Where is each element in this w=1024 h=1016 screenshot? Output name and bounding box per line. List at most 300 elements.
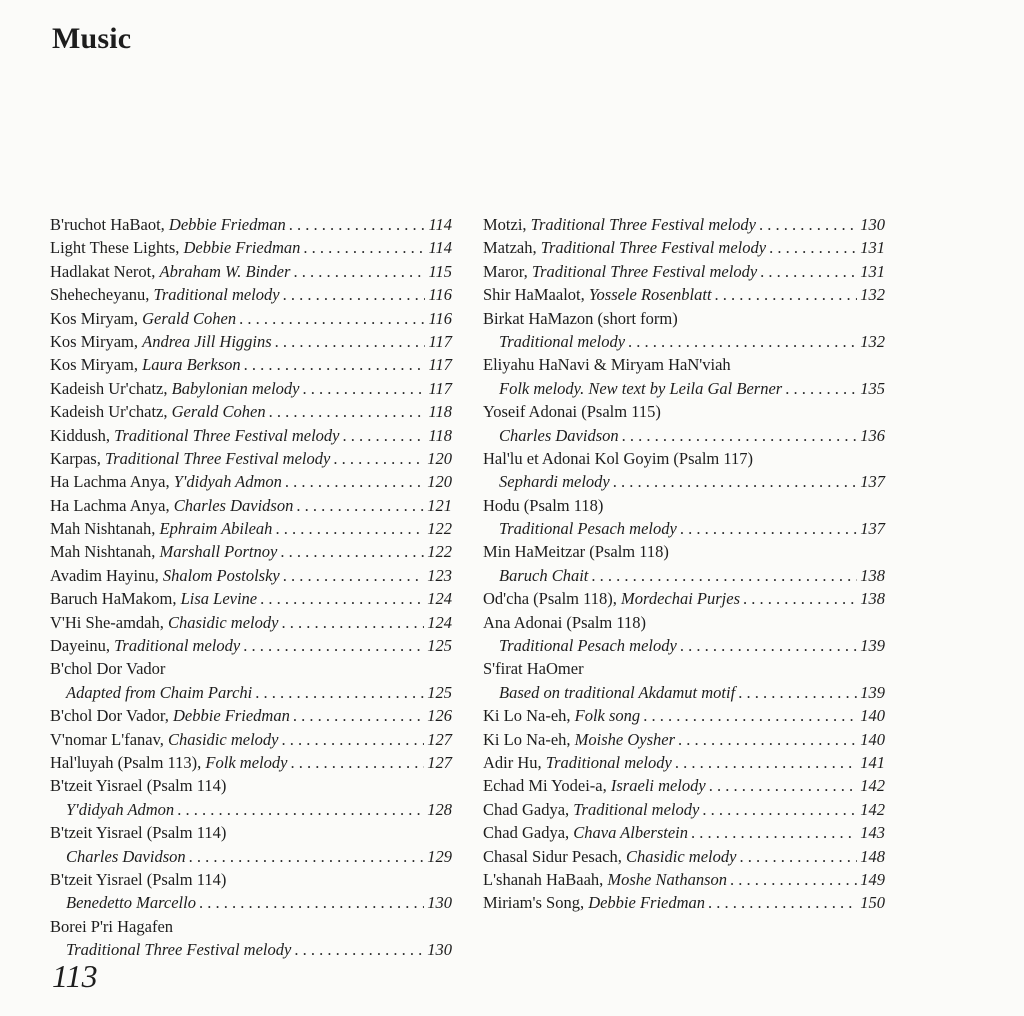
song-title: Matzah, (483, 238, 541, 258)
toc-entry-title (50, 564, 280, 587)
dot-leader (738, 681, 857, 704)
composer-credit: Moishe Oysher (574, 729, 675, 749)
toc-entry-title (50, 728, 279, 751)
dot-leader (709, 774, 858, 797)
toc-left-column (50, 213, 452, 962)
toc-entry-title (50, 821, 226, 844)
composer-credit: Charles Davidson (66, 846, 186, 866)
composer-credit: Israeli melody (610, 776, 706, 796)
toc-entry (483, 868, 885, 891)
toc-entry (483, 517, 885, 540)
toc-entry (483, 728, 885, 751)
toc-entry (50, 283, 452, 306)
toc-entry (50, 447, 452, 470)
toc-page-number: 118 (428, 425, 452, 445)
composer-credit: Adapted from Chaim Parchi (66, 682, 253, 702)
toc-entry-title (50, 868, 226, 891)
toc-page-number: 116 (428, 308, 452, 328)
toc-page-number: 125 (427, 636, 452, 656)
dot-leader (260, 587, 424, 610)
song-title: Dayeinu, (50, 636, 115, 656)
composer-credit: Folk song (574, 706, 641, 726)
composer-credit: Chasidic melody (168, 729, 279, 749)
song-title: Yoseif Adonai (Psalm 115) (483, 402, 661, 422)
toc-page-number: 137 (860, 472, 885, 492)
dot-leader (275, 517, 424, 540)
song-title: B'tzeit Yisrael (Psalm 114) (50, 776, 227, 796)
dot-leader (290, 751, 424, 774)
toc-entry (483, 587, 885, 610)
toc-entry-title (483, 774, 706, 797)
toc-entry (483, 798, 885, 821)
composer-credit: Benedetto Marcello (66, 893, 196, 913)
toc-entry-title (483, 751, 672, 774)
composer-credit: Traditional Three Festival melody (104, 448, 331, 468)
dot-leader (239, 307, 425, 330)
toc-entry (50, 260, 452, 283)
dot-leader (282, 728, 425, 751)
dot-leader (643, 704, 857, 727)
toc-entry-title (50, 353, 241, 376)
song-title: Od'cha (Psalm 118), (483, 589, 622, 609)
song-title: Borei P'ri Hagafen (50, 916, 174, 936)
composer-credit: Chasidic melody (168, 612, 279, 632)
song-title: Kadeish Ur'chatz, (50, 402, 172, 422)
toc-entry-title (50, 751, 287, 774)
song-title: Kos Miryam, (50, 355, 143, 375)
toc-entry (483, 540, 885, 563)
toc-page-number: 142 (860, 776, 885, 796)
song-title: Ha Lachma Anya, (50, 472, 174, 492)
song-title: Avadim Hayinu, (50, 565, 163, 585)
song-title: Chasal Sidur Pesach, (483, 846, 626, 866)
toc-entry-title (50, 400, 266, 423)
toc-entry-title (483, 540, 669, 563)
toc-entry (50, 213, 452, 236)
dot-leader (294, 938, 424, 961)
song-title: Kiddush, (50, 425, 115, 445)
composer-credit: Marshall Portnoy (159, 542, 278, 562)
toc-entry-title (483, 353, 731, 376)
toc-page-number: 142 (860, 799, 885, 819)
dot-leader (177, 798, 424, 821)
toc-entry (50, 611, 452, 634)
toc-entry (50, 657, 452, 680)
composer-credit: Shalom Postolsky (162, 565, 280, 585)
composer-credit: Mordechai Purjes (621, 589, 741, 609)
toc-page-number: 132 (860, 285, 885, 305)
song-title: Mah Nishtanah, (50, 542, 160, 562)
toc-entry-title (50, 447, 330, 470)
song-title: V'Hi She-amdah, (50, 612, 168, 632)
toc-page-number: 123 (427, 565, 452, 585)
song-title: S'firat HaOmer (483, 659, 584, 679)
toc-entry-title (483, 213, 756, 236)
toc-entry-title (483, 307, 678, 330)
toc-entry (483, 213, 885, 236)
toc-entry (50, 540, 452, 563)
toc-entry-title (483, 283, 712, 306)
toc-page-number: 140 (860, 706, 885, 726)
toc-entry (50, 587, 452, 610)
toc-entry (50, 774, 452, 797)
dot-leader (680, 634, 857, 657)
toc-entry-title (483, 400, 661, 423)
toc-entry-title (499, 517, 677, 540)
toc-page-number: 124 (427, 589, 452, 609)
toc-entry (50, 681, 452, 704)
toc-entry (50, 891, 452, 914)
toc-entry (483, 494, 885, 517)
toc-entry (483, 774, 885, 797)
toc-entry-title (483, 704, 640, 727)
toc-page-number: 127 (427, 752, 452, 772)
dot-leader (275, 330, 426, 353)
composer-credit: Abraham W. Binder (159, 261, 291, 281)
toc-entry (483, 424, 885, 447)
dot-leader (680, 517, 857, 540)
toc-entry-title (499, 377, 782, 400)
toc-page-number: 130 (427, 893, 452, 913)
composer-credit: Traditional Three Festival melody (114, 425, 340, 445)
toc-page-number: 139 (860, 682, 885, 702)
song-title: B'chol Dor Vador (50, 659, 166, 679)
dot-leader (302, 377, 425, 400)
dot-leader (296, 494, 424, 517)
toc-page-number: 122 (427, 519, 452, 539)
toc-entry (50, 353, 452, 376)
toc-entry-title (483, 657, 584, 680)
toc-entry-title (50, 330, 272, 353)
song-title: Kos Miryam, (50, 331, 143, 351)
toc-entry (50, 704, 452, 727)
song-title: Kadeish Ur'chatz, (50, 378, 172, 398)
dot-leader (678, 728, 857, 751)
composer-credit: Laura Berkson (142, 355, 241, 375)
toc-entry-title (50, 213, 286, 236)
toc-entry-title (50, 657, 165, 680)
toc-entry (483, 447, 885, 470)
toc-entry (50, 938, 452, 961)
toc-entry (483, 236, 885, 259)
song-title: Baruch HaMakom, (50, 589, 181, 609)
composer-credit: Sephardi melody (499, 472, 610, 492)
toc-entry-title (483, 611, 646, 634)
toc-page-number: 141 (860, 752, 885, 772)
toc-entry-title (50, 470, 282, 493)
page-title: Music (52, 22, 132, 55)
toc-page-number: 149 (860, 869, 885, 889)
toc-entry (483, 470, 885, 493)
toc-entry (50, 377, 452, 400)
dot-leader (289, 213, 426, 236)
toc-page-number: 136 (860, 425, 885, 445)
dot-leader (613, 470, 858, 493)
toc-entry (50, 634, 452, 657)
toc-page-number: 131 (860, 261, 885, 281)
dot-leader (283, 283, 426, 306)
toc-entry (50, 307, 452, 330)
dot-leader (293, 704, 424, 727)
toc-entry (483, 611, 885, 634)
toc-entry-title (483, 260, 757, 283)
dot-leader (759, 213, 857, 236)
composer-credit: Traditional melody (114, 636, 241, 656)
composer-credit: Moshe Nathanson (607, 869, 728, 889)
toc-entry (50, 400, 452, 423)
song-title: Adir Hu, (483, 752, 546, 772)
dot-leader (199, 891, 424, 914)
toc-entry (483, 400, 885, 423)
dot-leader (333, 447, 424, 470)
toc-entry (483, 330, 885, 353)
composer-credit: Traditional Three Festival melody (531, 261, 758, 281)
toc-entry-title (50, 377, 299, 400)
song-title: Chad Gadya, (483, 799, 574, 819)
composer-credit: Gerald Cohen (171, 402, 266, 422)
toc-entry (50, 728, 452, 751)
toc-page-number: 140 (860, 729, 885, 749)
toc-entry (50, 845, 452, 868)
composer-credit: Traditional melody (573, 799, 700, 819)
song-title: Hal'luyah (Psalm 113), (50, 752, 206, 772)
toc-entry (483, 283, 885, 306)
composer-credit: Based on traditional Akdamut motif (499, 682, 736, 702)
toc-entry-title (483, 798, 699, 821)
toc-page-number: 135 (860, 378, 885, 398)
dot-leader (628, 330, 857, 353)
toc-page-number: 114 (428, 238, 452, 258)
composer-credit: Charles Davidson (499, 425, 619, 445)
toc-entry (483, 353, 885, 376)
song-title: Shir HaMaalot, (483, 285, 589, 305)
toc-entry-title (66, 798, 174, 821)
song-title: Maror, (483, 261, 532, 281)
toc-page-number: 129 (427, 846, 452, 866)
toc-page-number: 122 (427, 542, 452, 562)
composer-credit: Folk melody. New text by Leila Gal Berner (499, 378, 783, 398)
toc-right-column (483, 213, 885, 915)
toc-entry-title (483, 728, 675, 751)
song-title: B'ruchot HaBaot, (50, 215, 169, 234)
song-title: Eliyahu HaNavi & Miryam HaN'viah (483, 355, 731, 375)
composer-credit: Chasidic melody (625, 846, 737, 866)
toc-entry-title (50, 587, 257, 610)
toc-entry (483, 564, 885, 587)
composer-credit: Traditional Pesach melody (499, 519, 677, 539)
toc-entry (50, 751, 452, 774)
toc-page-number: 120 (427, 472, 452, 492)
toc-entry (483, 307, 885, 330)
toc-entry-title (483, 236, 766, 259)
composer-credit: Charles Davidson (173, 495, 294, 515)
toc-entry-title (50, 915, 173, 938)
dot-leader (303, 236, 425, 259)
toc-entry-title (50, 424, 340, 447)
song-title: V'nomar L'fanav, (50, 729, 169, 749)
dot-leader (622, 424, 858, 447)
toc-entry-title (50, 260, 290, 283)
song-title: Shehecheyanu, (50, 285, 154, 305)
song-title: Ki Lo Na-eh, (483, 706, 575, 726)
page-number: 113 (52, 958, 98, 994)
toc-page-number: 114 (428, 215, 452, 234)
dot-leader (281, 611, 424, 634)
toc-entry-title (483, 821, 688, 844)
toc-entry-title (50, 236, 300, 259)
toc-page-number: 120 (427, 448, 452, 468)
song-title: Karpas, (50, 448, 105, 468)
toc-page-number: 126 (427, 706, 452, 726)
toc-entry (50, 868, 452, 891)
toc-page-number: 148 (860, 846, 885, 866)
toc-entry-title (50, 494, 293, 517)
toc-entry-title (499, 470, 610, 493)
composer-credit: Chava Alberstein (573, 823, 689, 843)
song-title: Chad Gadya, (483, 823, 574, 843)
dot-leader (760, 260, 857, 283)
song-title: Mah Nishtanah, (50, 519, 160, 539)
song-title: B'tzeit Yisrael (Psalm 114) (50, 823, 227, 843)
composer-credit: Lisa Levine (180, 589, 258, 609)
composer-credit: Folk melody (205, 752, 288, 772)
toc-entry-title (50, 774, 226, 797)
composer-credit: Debbie Friedman (588, 893, 706, 913)
toc-page-number: 137 (860, 519, 885, 539)
toc-entry (483, 751, 885, 774)
song-title: Kos Miryam, (50, 308, 143, 328)
toc-entry (50, 915, 452, 938)
toc-entry (50, 821, 452, 844)
composer-credit: Gerald Cohen (142, 308, 237, 328)
toc-page-number: 124 (427, 612, 452, 632)
toc-entry-title (50, 611, 278, 634)
toc-page-number: 143 (860, 823, 885, 843)
song-title: Motzi, (483, 215, 531, 234)
composer-credit: Traditional melody (153, 285, 280, 305)
dot-leader (343, 424, 426, 447)
toc-page-number: 150 (860, 893, 885, 913)
toc-entry (483, 845, 885, 868)
toc-entry-title (483, 447, 753, 470)
dot-leader (293, 260, 425, 283)
dot-leader (743, 587, 857, 610)
toc-entry-title (499, 681, 735, 704)
dot-leader (285, 470, 424, 493)
composer-credit: Debbie Friedman (168, 215, 286, 234)
toc-page-number: 121 (427, 495, 452, 515)
toc-page-number: 138 (860, 565, 885, 585)
toc-page-number: 139 (860, 636, 885, 656)
toc-entry (483, 704, 885, 727)
toc-entry (483, 657, 885, 680)
dot-leader (189, 845, 425, 868)
toc-entry (50, 564, 452, 587)
toc-entry-title (483, 845, 736, 868)
toc-page-number: 132 (860, 331, 885, 351)
dot-leader (280, 540, 424, 563)
toc-entry (50, 517, 452, 540)
toc-page-number: 127 (427, 729, 452, 749)
toc-entry (483, 891, 885, 914)
dot-leader (255, 681, 424, 704)
toc-entry (483, 634, 885, 657)
dot-leader (244, 353, 426, 376)
composer-credit: Ephraim Abileah (159, 519, 273, 539)
song-title: Ha Lachma Anya, (50, 495, 174, 515)
dot-leader (283, 564, 424, 587)
toc-page-number: 128 (427, 799, 452, 819)
toc-entry-title (499, 634, 677, 657)
toc-page-number: 130 (427, 940, 452, 960)
composer-credit: Andrea Jill Higgins (142, 331, 272, 351)
song-title: Echad Mi Yodei-a, (483, 776, 611, 796)
toc-page-number: 118 (428, 402, 452, 422)
dot-leader (708, 891, 857, 914)
dot-leader (591, 564, 857, 587)
song-title: Ana Adonai (Psalm 118) (483, 612, 646, 632)
toc-entry (50, 470, 452, 493)
toc-entry-title (499, 424, 619, 447)
song-title: Hadlakat Nerot, (50, 261, 160, 281)
toc-entry-title (50, 634, 240, 657)
toc-entry (50, 798, 452, 821)
composer-credit: Y'didyah Admon (173, 472, 282, 492)
song-title: B'tzeit Yisrael (Psalm 114) (50, 869, 227, 889)
composer-credit: Traditional Three Festival melody (66, 940, 292, 960)
composer-credit: Baruch Chait (499, 565, 589, 585)
composer-credit: Babylonian melody (171, 378, 300, 398)
toc-entry (483, 681, 885, 704)
toc-page-number: 130 (860, 215, 885, 234)
toc-entry-title (483, 587, 740, 610)
song-title: Birkat HaMazon (short form) (483, 308, 678, 328)
dot-leader (269, 400, 426, 423)
song-title: Hodu (Psalm 118) (483, 495, 604, 515)
toc-page-number: 125 (427, 682, 452, 702)
composer-credit: Traditional Three Festival melody (540, 238, 767, 258)
toc-page-number: 138 (860, 589, 885, 609)
song-title: B'chol Dor Vador, (50, 706, 173, 726)
dot-leader (785, 377, 857, 400)
toc-entry (483, 260, 885, 283)
toc-entry-title (50, 704, 290, 727)
dot-leader (739, 845, 857, 868)
toc-entry-title (499, 330, 625, 353)
toc-entry-title (66, 938, 291, 961)
toc-page-number: 116 (428, 285, 452, 305)
composer-credit: Y'didyah Admon (66, 799, 175, 819)
composer-credit: Traditional melody (499, 331, 626, 351)
dot-leader (691, 821, 857, 844)
toc-entry-title (483, 891, 705, 914)
toc-entry-title (50, 517, 272, 540)
song-title: Min HaMeitzar (Psalm 118) (483, 542, 669, 562)
dot-leader (243, 634, 424, 657)
toc-entry-title (66, 891, 196, 914)
dot-leader (675, 751, 857, 774)
toc-entry (50, 424, 452, 447)
toc-entry (50, 494, 452, 517)
dot-leader (715, 283, 858, 306)
dot-leader (702, 798, 857, 821)
toc-entry-title (483, 868, 727, 891)
toc-page-number: 117 (428, 331, 452, 351)
composer-credit: Debbie Friedman (173, 706, 290, 726)
toc-entry-title (66, 681, 252, 704)
toc-entry (483, 821, 885, 844)
dot-leader (769, 236, 857, 259)
